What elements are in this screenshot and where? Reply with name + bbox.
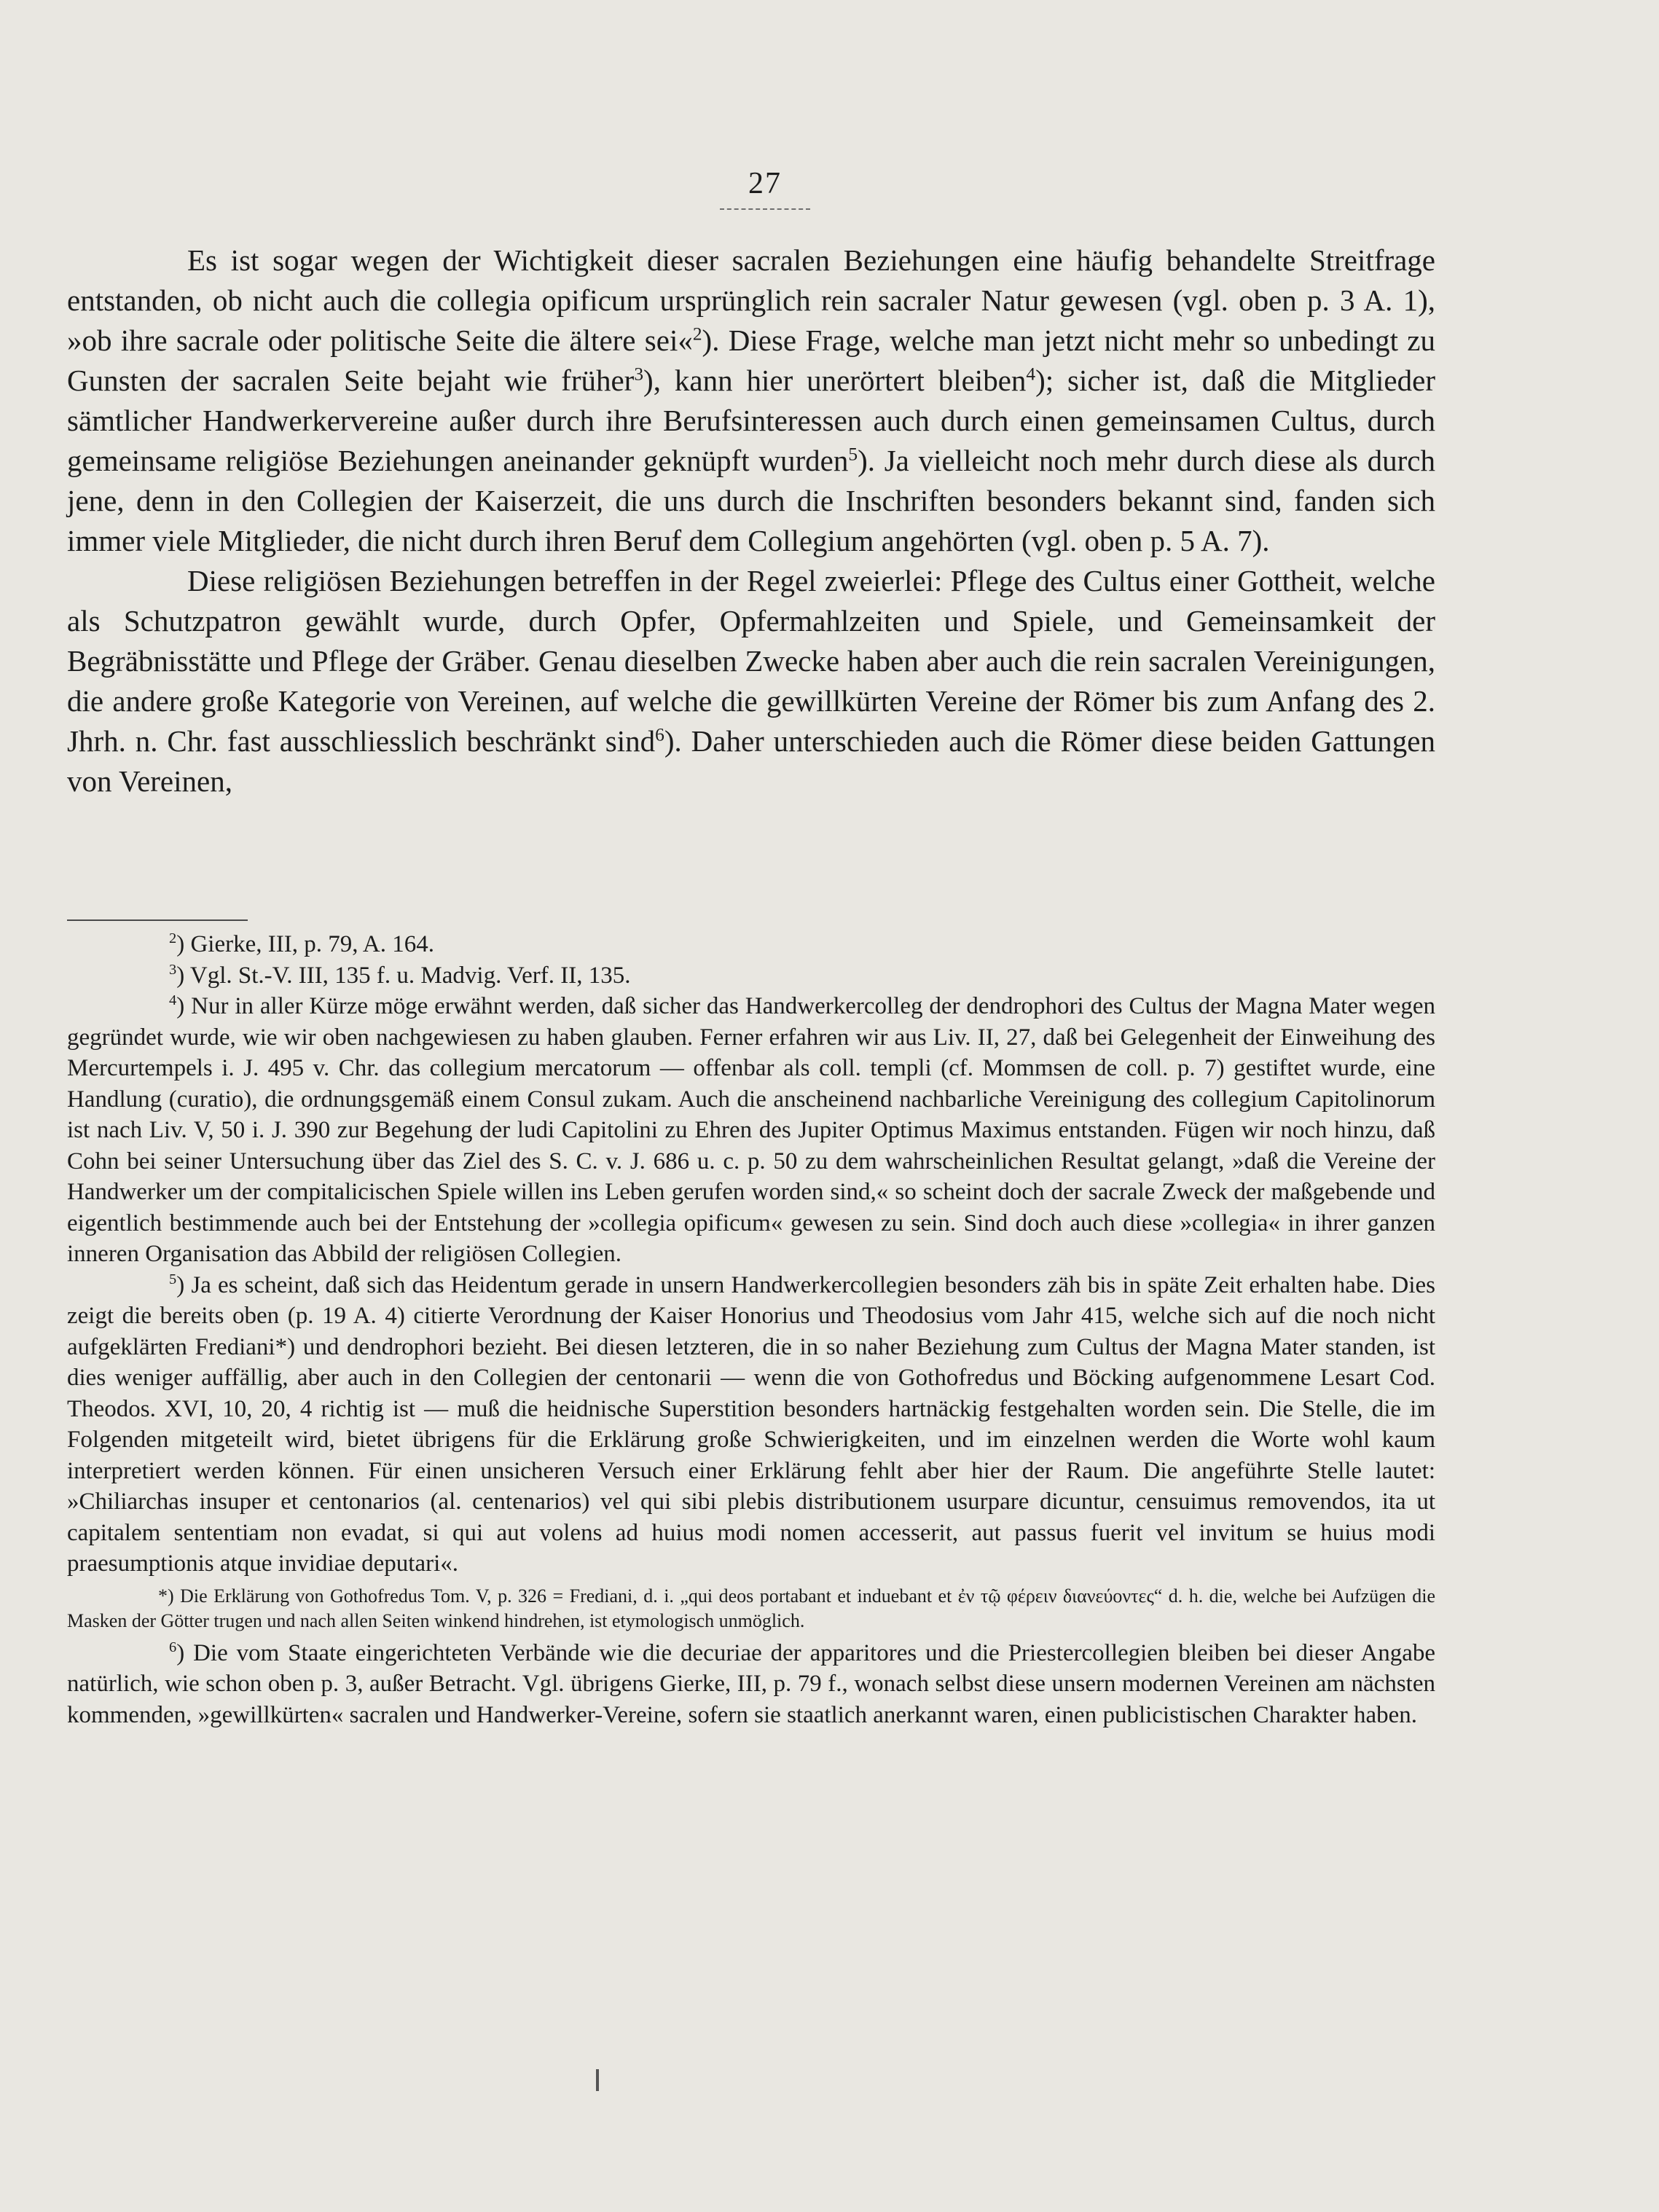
page-number: 27 xyxy=(748,167,782,200)
footnote-5-text: ) Ja es scheint, daß sich das Heidentum gerade in unsern Handwerkercollegien besonders zäh bis in späte Zeit erhalten habe. Dies zeigt die bereits oben (p. 19 A. 4) citierte Verordnung der Kaiser Honorius und Theodosius vom Jahr 415, welche sich auf die noch nicht aufgeklärten Frediani*) und dendrophori bezieht. Bei diesen letzteren, die in so naher Beziehung zum Cultus der Magna Mater standen, ist dies weniger auffällig, aber auch in den Collegien der centonarii — wenn die von Gothofredus und Böcking aufgenommene Lesart Cod. Theodos. XVI, 10, 20, 4 richtig ist — muß die heidnische Superstition besonders hartnäckig festgehalten worden sein. Die Stelle, die im Folgenden mitgeteilt wird, bietet übrigens für die Erklärung große Schwierigkeiten, und im einzelnen werden die Worte wohl kaum interpretiert werden können. Für einen unsicheren Versuch einer Erklärung fehlt aber hier der Raum. Die angeführte Stelle lautet: »Chiliarchas insuper et centonarios (al. centenarios) vel qui sibi plebis distributionem usurpare dicuntur, censuimus removendos, ita ut capitalem sententiam non evadat, si qui aut volens ad huius modi nomen accesserit, aut passus fuerit vel invitum se huius modi praesumptionis atque invidiae deputari«. xyxy=(67,1271,1435,1577)
page-number-underline xyxy=(720,208,810,210)
paragraph-1-text-c: ), kann hier unerörtert bleiben xyxy=(643,364,1027,397)
paragraph-2-text-a: Diese religiösen Beziehungen betreffen in der Regel zweierlei: Pflege des Cultus einer Gottheit, welche als Schutzpatron gewählt wurde, durch Opfer, Opfermahlzeiten und Spiele, und Gemeinsamkeit der Begräbnisstätte und Pflege der Gräber. Genau dieselben Zwecke haben aber auch die rein sacralen Vereinigungen, die andere große Kategorie von Vereinen, auf welche die gewillkürten Vereine der Römer bis zum Anfang des 2. Jhrh. n. Chr. fast ausschliesslich beschränkt sind xyxy=(67,564,1435,758)
footnote-5-marker: 5 xyxy=(169,1271,177,1287)
footnote-2 xyxy=(67,929,1435,960)
footnote-6-text: ) Die vom Staate eingerichteten Verbände wie die decuriae der apparitores und die Priestercollegien bleiben bei dieser Angabe natürlich, wie schon oben p. 3, außer Betracht. Vgl. übrigens Gierke, III, p. 79 f., wonach selbst diese unsern modernen Vereinen am nächsten kommenden, »gewillkürten« sacralen und Handwerker-Vereine, sofern sie staatlich anerkannt waren, einen publicistischen Charakter haben. xyxy=(67,1639,1435,1728)
footnotes xyxy=(67,929,1435,1730)
main-text xyxy=(67,240,1435,801)
paragraph-1-text-e: ). Ja vielleicht noch mehr durch diese als durch jene, denn in den Collegien der Kaiserzeit, die uns durch die Inschriften besonders bekannt sind, fanden sich immer viele Mitglieder, die nicht durch ihren Beruf dem Collegium angehörten (vgl. oben p. 5 A. 7). xyxy=(67,444,1435,557)
footnote-ref-4: 4 xyxy=(1026,364,1036,385)
paragraph-2 xyxy=(67,561,1435,801)
footnote-3-marker: 3 xyxy=(169,961,177,978)
footnote-ref-2: 2 xyxy=(692,323,702,345)
paragraph-1-text-b: ). Diese Frage, welche man jetzt nicht mehr so unbedingt zu Gunsten der sacralen Seite bejaht wie früher xyxy=(67,323,1435,397)
footnote-6 xyxy=(67,1638,1435,1731)
paragraph-2-text-b: ). Daher unterschieden auch die Römer diese beiden Gattungen von Vereinen, xyxy=(67,724,1435,798)
paragraph-1 xyxy=(67,240,1435,561)
paragraph-1-text-d: ); sicher ist, daß die Mitglieder sämtlicher Handwerkervereine außer durch ihre Berufsinteressen auch durch einen gemeinsamen Cultus, durch gemeinsame religiöse Beziehungen aneinander geknüpft wurden xyxy=(67,364,1435,477)
footnote-6-marker: 6 xyxy=(169,1639,177,1655)
footnote-3-text: ) Vgl. St.-V. III, 135 f. u. Madvig. Verf. II, 135. xyxy=(176,962,631,989)
footnote-4 xyxy=(67,991,1435,1270)
footnote-ref-6: 6 xyxy=(655,724,664,745)
footnote-2-marker: 2 xyxy=(169,930,177,946)
footnote-3 xyxy=(67,960,1435,992)
footnote-4-marker: 4 xyxy=(169,992,177,1008)
footnote-5 xyxy=(67,1270,1435,1580)
footnote-separator xyxy=(67,919,248,921)
footnote-4-text: ) Nur in aller Kürze möge erwähnt werden, daß sicher das Handwerkercolleg der dendrophori des Cultus der Magna Mater wegen gegründet wurde, wie wir oben nachgewiesen zu haben glauben. Ferner erfahren wir aus Liv. II, 27, daß bei Gelegenheit der Einweihung des Mercurtempels i. J. 495 v. Chr. das collegium mercatorum — offenbar als coll. templi (cf. Mommsen de coll. p. 7) gestiftet wurde, eine Handlung (curatio), die ordnungsgemäß einem Consul zukam. Auch die anscheinend nachbarliche Vereinigung des collegium Capitolinorum ist nach Liv. V, 50 i. J. 390 zur Begehung der ludi Capitolini zu Ehren des Jupiter Optimus Maximus entstanden. Fügen wir noch hinzu, daß Cohn bei seiner Untersuchung über das Ziel des S. C. v. J. 686 u. c. p. 50 zu dem wahrscheinlichen Resultat gelangt, »daß die Vereine der Handwerker um der compitalicischen Spiele willen ins Leben gerufen worden sind,« so scheint doch der sacrale Zweck der maßgebende und eigentlich bestimmende auch bei der Entstehung der »collegia opificum« gewesen zu sein. Sind doch auch diese »collegia« in ihrer ganzen inneren Organisation das Abbild der religiösen Collegien. xyxy=(67,993,1435,1267)
paragraph-1-text-a: Es ist sogar wegen der Wichtigkeit dieser sacralen Beziehungen eine häufig behandelte Streitfrage entstanden, ob nicht auch die collegia opificum ursprünglich rein sacraler Natur gewesen (vgl. oben p. 3 A. 1), »ob ihre sacrale oder politische Seite die ältere sei« xyxy=(67,243,1435,357)
footnote-star: *) Die Erklärung von Gothofredus Tom. V, p. 326 = Frediani, d. i. „qui deos portabant et induebant et ἐν τῷ φέρειν διανεύοντες“ d. h. die, welche bei Aufzügen die Masken der Götter trugen und nach allen Seiten winkend hindrehen, ist etymologisch unmöglich. xyxy=(67,1585,1435,1631)
scan-artifact-mark xyxy=(596,2069,599,2091)
footnote-ref-3: 3 xyxy=(634,364,644,385)
footnote-ref-5: 5 xyxy=(848,444,858,465)
footnote-2-text: ) Gierke, III, p. 79, A. 164. xyxy=(176,931,434,957)
